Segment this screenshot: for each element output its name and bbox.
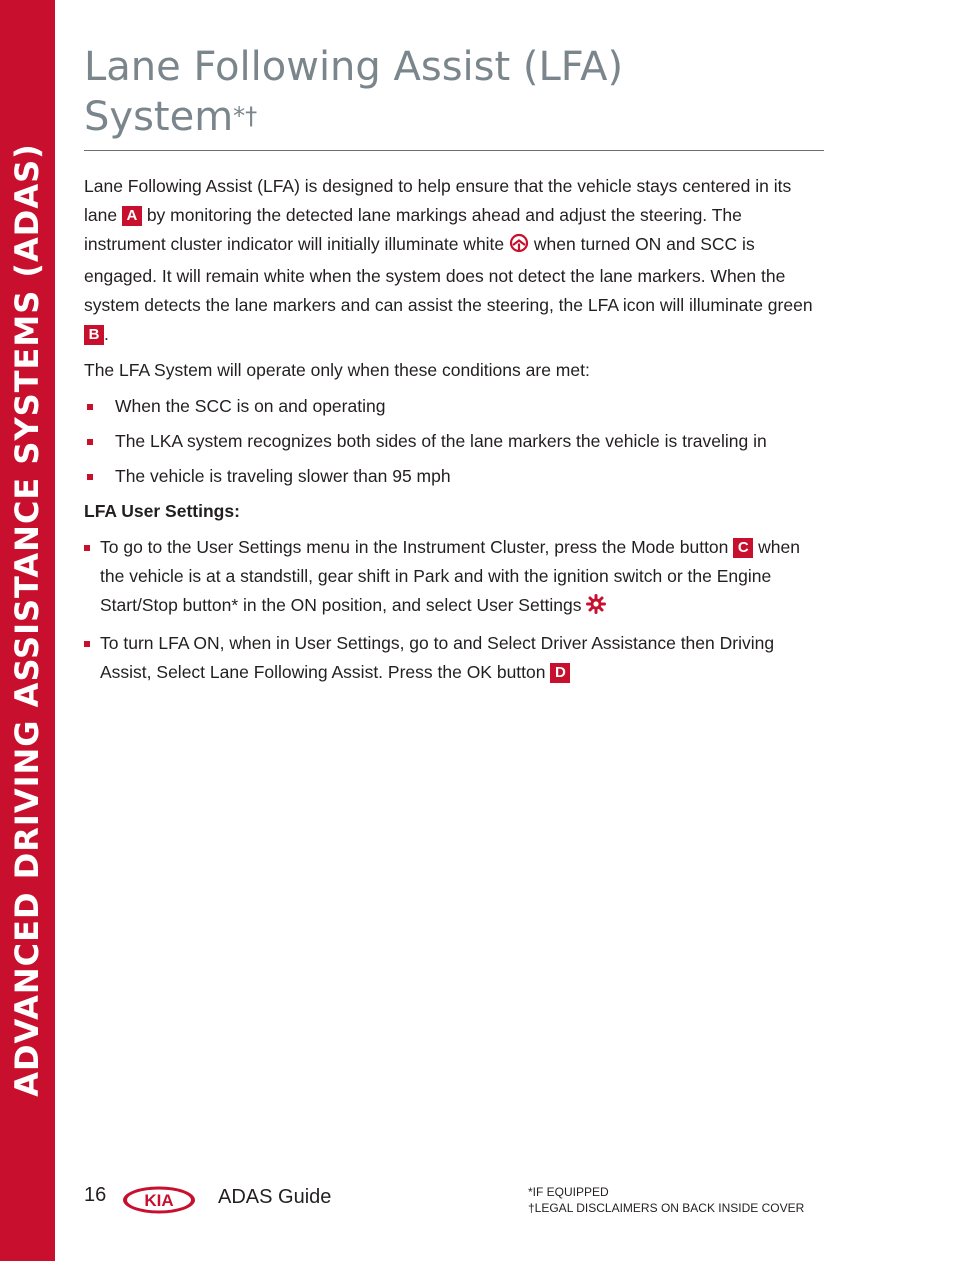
callout-badge-a: A [122, 206, 142, 226]
callout-badge-b: B [84, 325, 104, 345]
page-title-line1: Lane Following Assist (LFA) [84, 44, 624, 90]
footnote-legal: †LEGAL DISCLAIMERS ON BACK INSIDE COVER [528, 1201, 805, 1215]
settings-item1-text-2: when the vehicle is at a standstill, gear shift in Park and with the ignition switch or the Engine Start/Stop button* in the ON position, and select User Settings [100, 537, 800, 615]
kia-logo-text: KIA [144, 1191, 174, 1210]
intro-paragraph [84, 172, 824, 349]
main-content [84, 172, 824, 693]
page-title [84, 42, 623, 147]
kia-logo [121, 1185, 197, 1220]
intro-text-2: by monitoring the detected lane markings ahead and adjust the steering. The instrument cluster indicator will initially illuminate white [84, 205, 742, 254]
conditions-lead: The LFA System will operate only when these conditions are met: [84, 360, 590, 380]
section-sidebar [0, 0, 55, 1261]
settings-item1-text-1: To go to the User Settings menu in the Instrument Cluster, press the Mode button [100, 537, 734, 557]
conditions-item: When the SCC is on and operating [84, 392, 824, 421]
settings-list [84, 533, 824, 687]
footnote-if-equipped: *IF EQUIPPED [528, 1185, 609, 1199]
page-title-line2: System [84, 94, 234, 140]
settings-item2-text: To turn LFA ON, when in User Settings, go to and Select Driver Assistance then Driving Assist, Select Lane Following Assist. Press the OK button [100, 633, 775, 682]
settings-item-mode-button [84, 533, 824, 623]
section-sidebar-label: ADVANCED DRIVING ASSISTANCE SYSTEMS (ADAS) [8, 143, 46, 1097]
conditions-list [84, 392, 824, 491]
intro-text-4: . [104, 324, 109, 344]
lfa-steering-wheel-icon [509, 233, 529, 262]
intro-text-3: when turned ON and SCC is engaged. It will remain white when the system does not detect the lane markers. When the system detects the lane markers and can assist the steering, the LFA icon will illuminate green [84, 234, 813, 315]
intro-text-1: Lane Following Assist (LFA) is designed to help ensure that the vehicle stays centered in its lane [84, 176, 792, 225]
guide-label: ADAS Guide [218, 1186, 332, 1208]
callout-badge-d: D [550, 663, 570, 683]
settings-heading: LFA User Settings: [84, 501, 240, 521]
title-divider [84, 150, 824, 151]
conditions-item: The LKA system recognizes both sides of the lane markers the vehicle is traveling in [84, 427, 824, 456]
page-title-marks: *† [233, 102, 258, 130]
page-number: 16 [84, 1184, 107, 1206]
conditions-item: The vehicle is traveling slower than 95 mph [84, 462, 824, 491]
footnotes [528, 1184, 804, 1216]
gear-icon [586, 594, 606, 623]
callout-badge-c: C [733, 538, 753, 558]
settings-item-turn-on [84, 629, 824, 687]
